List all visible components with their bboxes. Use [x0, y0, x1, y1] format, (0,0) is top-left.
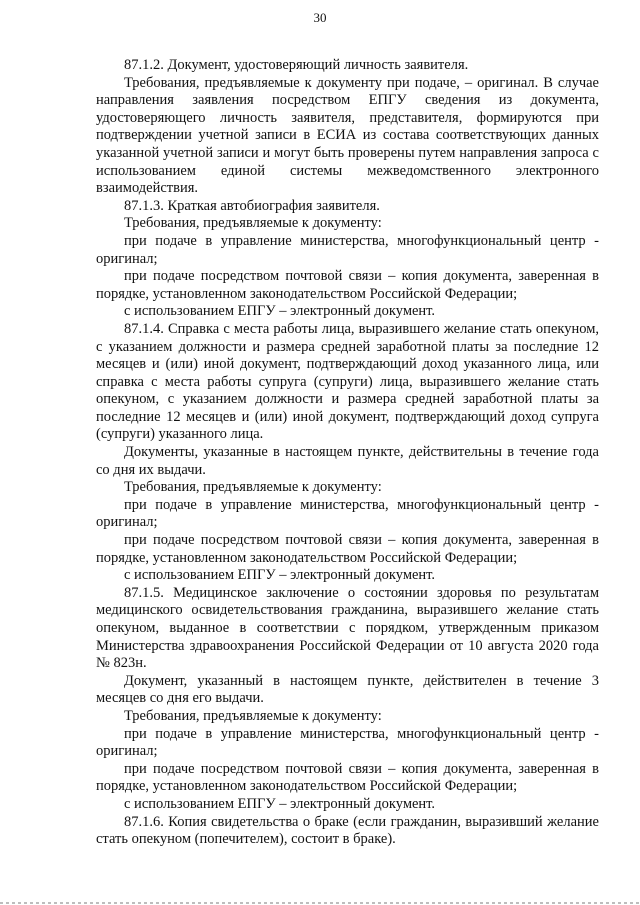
paragraph-87-1-3: 87.1.3. Краткая автобиография заявителя. — [124, 197, 380, 214]
paragraph: при подаче посредством почтовой связи – копия документа, заверенная в порядке, установленном законодательством Российской Федерации; — [96, 532, 599, 566]
paragraph: Требования, предъявляемые к документу: — [124, 707, 382, 724]
paragraph: при подаче посредством почтовой связи – копия документа, заверенная в порядке, установленном законодательством Российской Федерации; — [96, 760, 599, 795]
paragraph-87-1-2: 87.1.2. Документ, удостоверяющий личность заявителя. — [124, 57, 469, 73]
paragraph: Требования, предъявляемые к документу при подаче, – оригинал. В случае направления заявления посредством ЕПГУ сведения из документа, удостоверяющего личность заявителя, представителя, формируются при подтверждении учетной записи в ЕСИА из состава соответствующих данных указанной учетной записи и могут быть проверены путем направления запроса с использованием единой системы межведомственного электронного взаимодействия. — [96, 74, 599, 197]
paragraph: Документ, указанный в настоящем пункте, действителен в течение 3 месяцев со дня его выдачи. — [96, 672, 599, 707]
paragraph: с использованием ЕПГУ – электронный документ. — [124, 303, 436, 320]
paragraph-87-1-4: 87.1.4. Справка с места работы лица, выразившего желание стать опекуном, с указанием должности и размера средней заработной платы за последние 12 месяцев и (или) иной документ, подтверждающий доход указанного лица, или справка с места работы супруга (супруги) лица, выразившего желание стать опекуном, с указанием должности и размера средней заработной платы за последние 12 месяцев и (или) иной документ, подтверждающий доход супруга (супруги) указанного лица. — [96, 320, 599, 443]
paragraph: при подаче в управление министерства, многофункциональный центр - оригинал; — [96, 725, 599, 760]
paragraph: Требования, предъявляемые к документу: — [124, 215, 382, 232]
page-number: 30 — [313, 10, 327, 25]
document-body — [96, 57, 599, 849]
scan-edge-line — [0, 902, 640, 904]
paragraph: при подаче в управление министерства, многофункциональный центр - оригинал; — [96, 496, 599, 531]
paragraph: при подаче в управление министерства, многофункциональный центр - оригинал; — [96, 232, 599, 267]
paragraph: с использованием ЕПГУ – электронный документ. — [124, 795, 436, 812]
paragraph-87-1-6: 87.1.6. Копия свидетельства о браке (если гражданин, выразивший желание стать опекуном (попечителем), состоит в браке). — [96, 813, 599, 848]
paragraph: с использованием ЕПГУ – электронный документ. — [124, 567, 436, 584]
paragraph: при подаче посредством почтовой связи – копия документа, заверенная в порядке, установленном законодательством Российской Федерации; — [96, 268, 599, 302]
paragraph: Документы, указанные в настоящем пункте, действительны в течение года со дня их выдачи. — [96, 444, 599, 478]
paragraph-87-1-5: 87.1.5. Медицинское заключение о состоянии здоровья по результатам медицинского освидетельствования гражданина, выразившего желание стать опекуном, выданное в соответствии с порядком, утвержденным приказом Министерства здравоохранения Российской Федерации от 10 августа 2020 года № 823н. — [96, 584, 599, 672]
paragraph: Требования, предъявляемые к документу: — [124, 479, 382, 496]
